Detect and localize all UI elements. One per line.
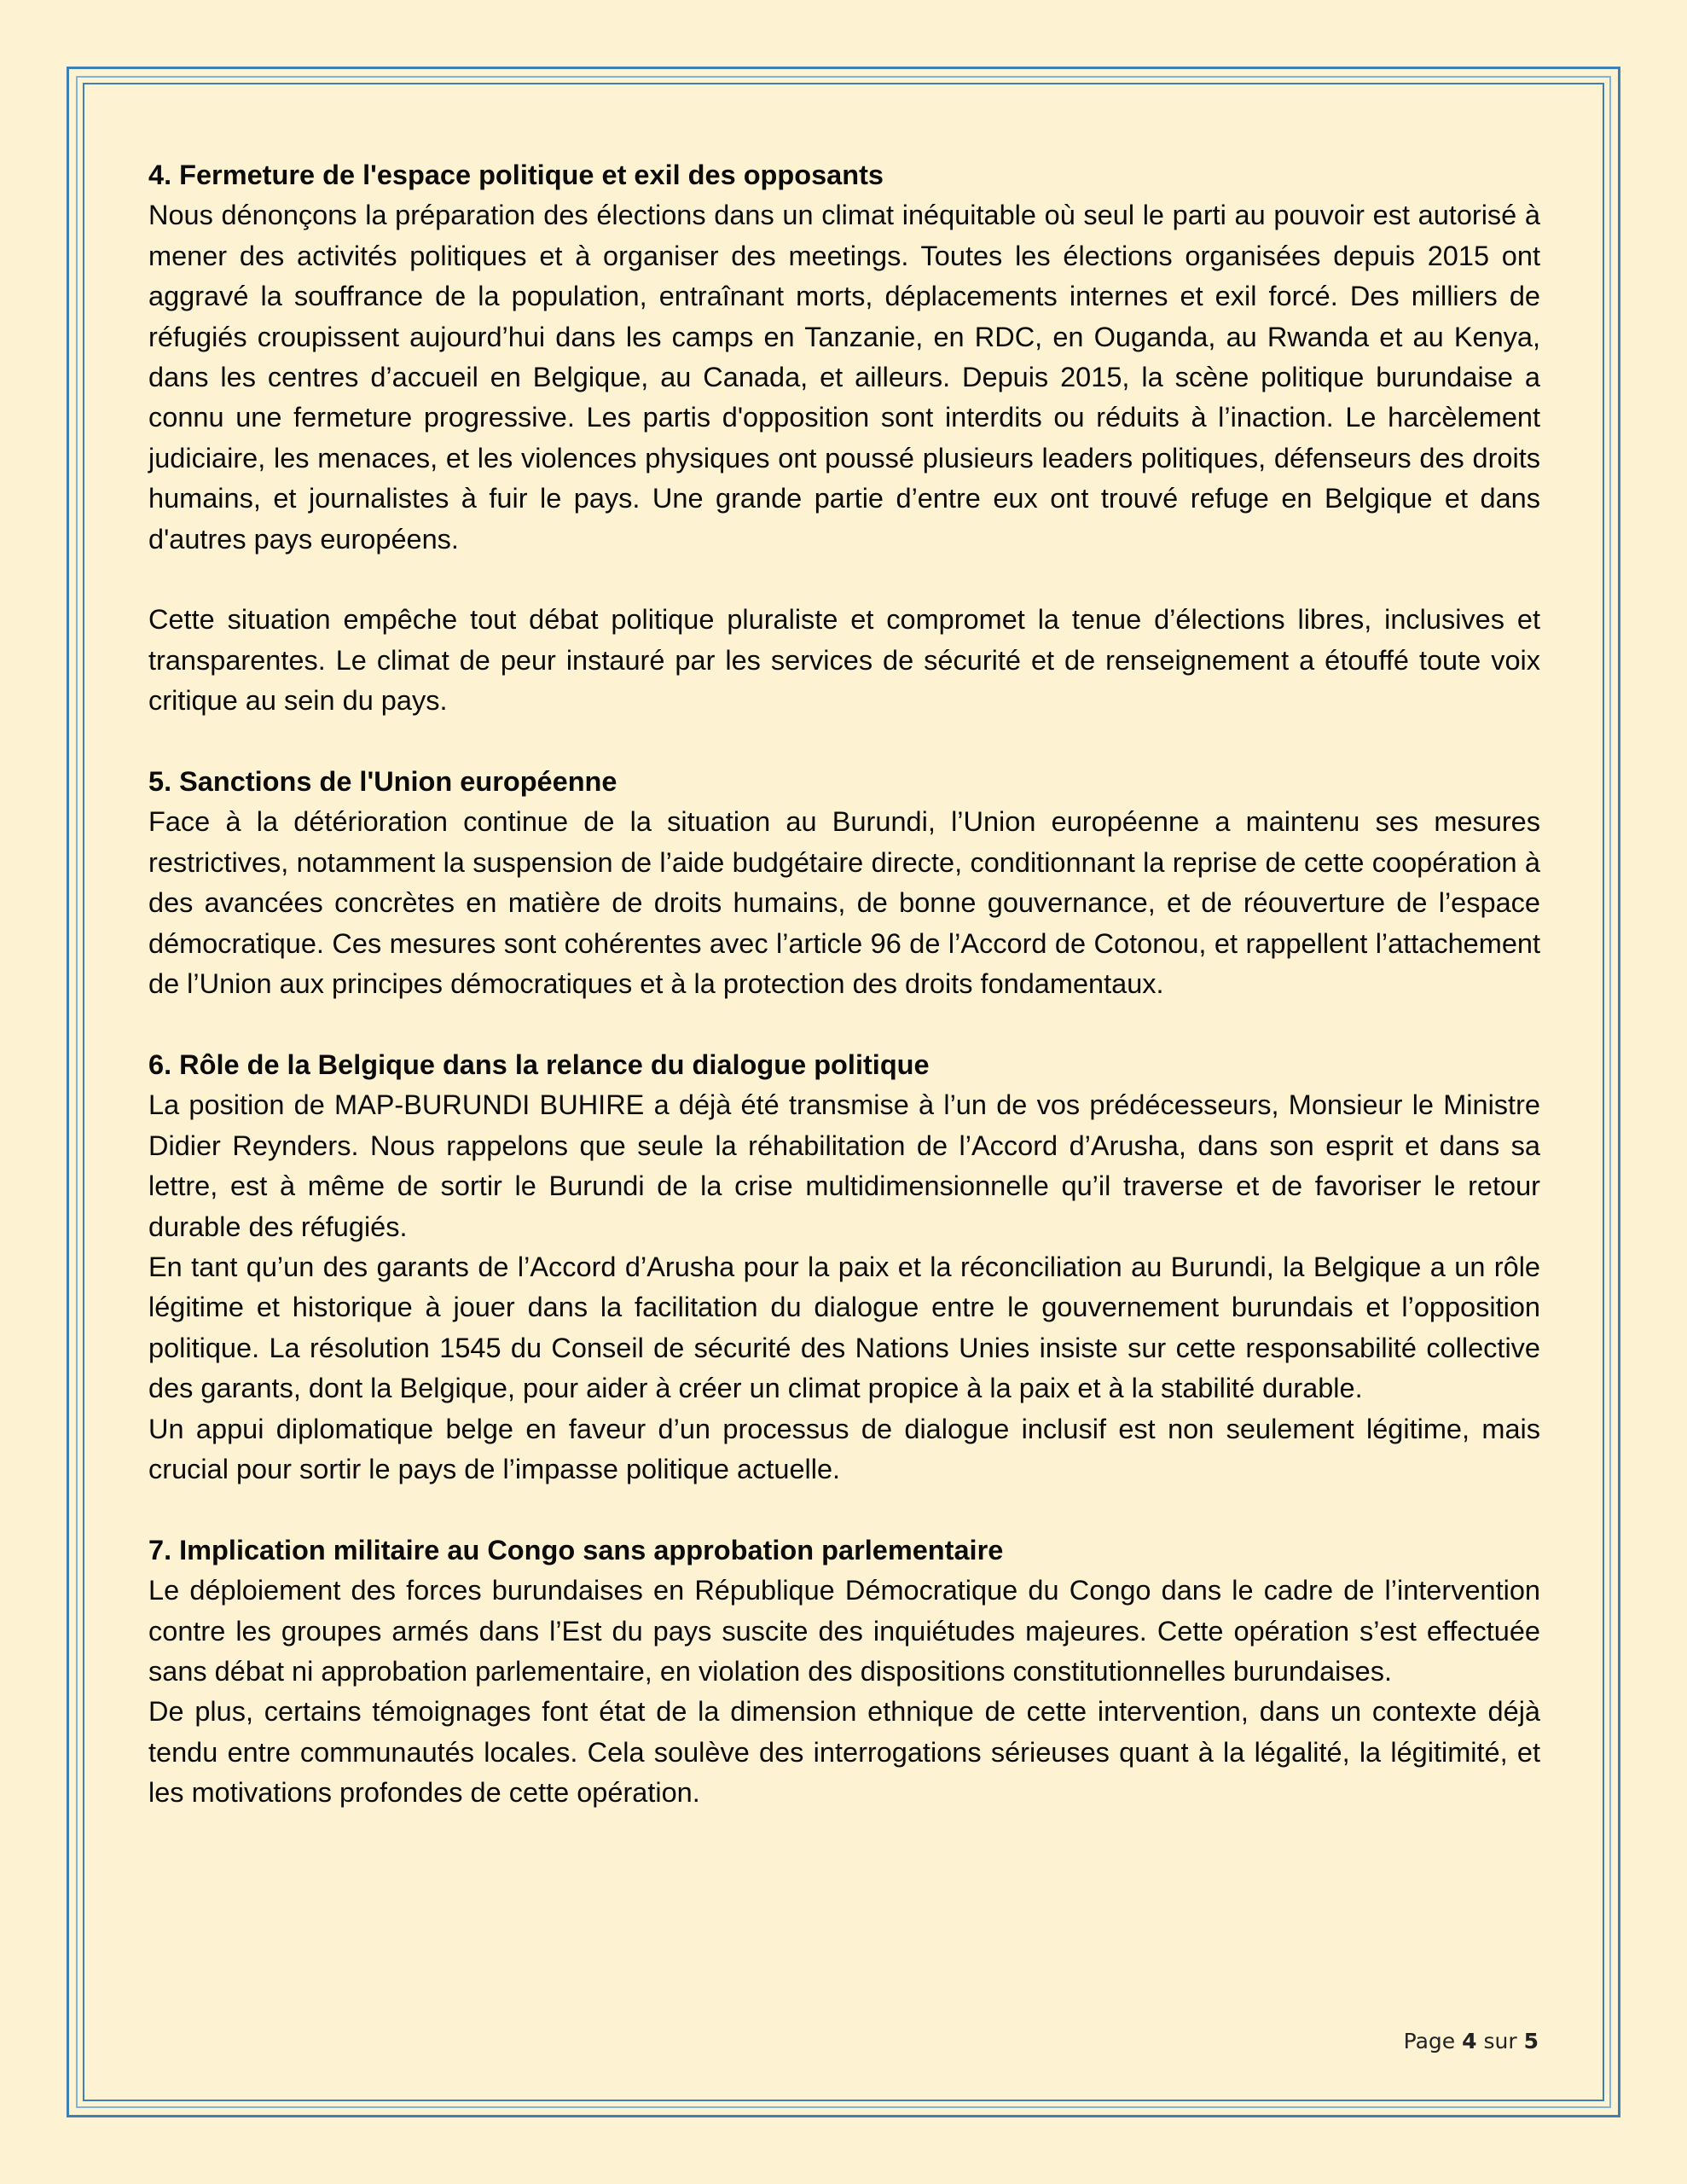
document-body — [148, 155, 1540, 1814]
section-6 — [148, 1045, 1540, 1490]
paragraph: Le déploiement des forces burundaises en République Démocratique du Congo dans le cadre de l’intervention contre les groupes armés dans l’Est du pays suscite des inquiétudes majeures. Cette opération s’est effectuée sans débat ni approbation parlementaire, en violation des dispositions constitutionnelles burundaises. — [148, 1575, 1540, 1687]
paragraph: Un appui diplomatique belge en faveur d’un processus de dialogue inclusif est non seulement légitime, mais crucial pour sortir le pays de l’impasse politique actuelle. — [148, 1413, 1540, 1484]
section-heading: 4. Fermeture de l'espace politique et exil des opposants — [148, 160, 884, 190]
section-heading: 7. Implication militaire au Congo sans approbation parlementaire — [148, 1534, 1004, 1565]
sur-label: sur — [1483, 2029, 1517, 2053]
section-4 — [148, 155, 1540, 560]
total-pages-number: 5 — [1523, 2029, 1539, 2053]
paragraph: La position de MAP-BURUNDI BUHIRE a déjà été transmise à l’un de vos prédécesseurs, Monsieur le Ministre Didier Reynders. Nous rappelons que seule la réhabilitation de l’Accord d’Arusha, dans son esprit et dans sa lettre, est à même de sortir le Burundi de la crise multidimensionnelle qu’il traverse et de favoriser le retour durable des réfugiés. — [148, 1089, 1540, 1242]
section-7 — [148, 1531, 1540, 1814]
section-4-continued — [148, 600, 1540, 721]
section-heading: 5. Sanctions de l'Union européenne — [148, 766, 617, 798]
page-number-footer — [1404, 2029, 1539, 2053]
paragraph: Face à la détérioration continue de la situation au Burundi, l’Union européenne a maintenu ses mesures restrictives, notamment la suspension de l’aide budgétaire directe, conditionnant la reprise de cette coopération à des avancées concrètes en matière de droits humains, de bonne gouvernance, et de réouverture de l’espace démocratique. Ces mesures sont cohérentes avec l’article 96 de l’Accord de Cotonou, et rappellent l’attachement de l’Union aux principes démocratiques et à la protection des droits fondamentaux. — [148, 806, 1540, 1000]
paragraph: Nous dénonçons la préparation des élections dans un climat inéquitable où seul le parti au pouvoir est autorisé à mener des activités politiques et à organiser des meetings. Toutes les élections organisées depuis 2015 ont aggravé la souffrance de la population, entraînant morts, déplacements internes et exil forcé. Des milliers de réfugiés croupissent aujourd’hui dans les camps en Tanzanie, en RDC, en Ouganda, au Rwanda et au Kenya, dans les centres d’accueil en Belgique, au Canada, et ailleurs. Depuis 2015, la scène politique burundaise a connu une fermeture progressive. Les partis d'opposition sont interdits ou réduits à l’inaction. Le harcèlement judiciaire, les menaces, et les violences physiques ont poussé plusieurs leaders politiques, défenseurs des droits humains, et journalistes à fuir le pays. Une grande partie d’entre eux ont trouvé refuge en Belgique et dans d'autres pays européens. — [148, 200, 1540, 555]
section-5 — [148, 762, 1540, 1004]
page-label: Page — [1403, 2029, 1456, 2053]
paragraph: En tant qu’un des garants de l’Accord d’Arusha pour la paix et la réconciliation au Burundi, la Belgique a un rôle légitime et historique à jouer dans la facilitation du dialogue entre le gouvernement burundais et l’opposition politique. La résolution 1545 du Conseil de sécurité des Nations Unies insiste sur cette responsabilité collective des garants, dont la Belgique, pour aider à créer un climat propice à la paix et à la stabilité durable. — [148, 1251, 1540, 1404]
paragraph: De plus, certains témoignages font état de la dimension ethnique de cette intervention, dans un contexte déjà tendu entre communautés locales. Cela soulève des interrogations sérieuses quant à la légalité, la légitimité, et les motivations profondes de cette opération. — [148, 1696, 1540, 1809]
paragraph: Cette situation empêche tout débat politique pluraliste et compromet la tenue d’élections libres, inclusives et transparentes. Le climat de peur instauré par les services de sécurité et de renseignement a étouffé toute voix critique au sein du pays. — [148, 604, 1540, 717]
section-heading: 6. Rôle de la Belgique dans la relance du dialogue politique — [148, 1048, 930, 1080]
current-page-number: 4 — [1462, 2029, 1477, 2053]
